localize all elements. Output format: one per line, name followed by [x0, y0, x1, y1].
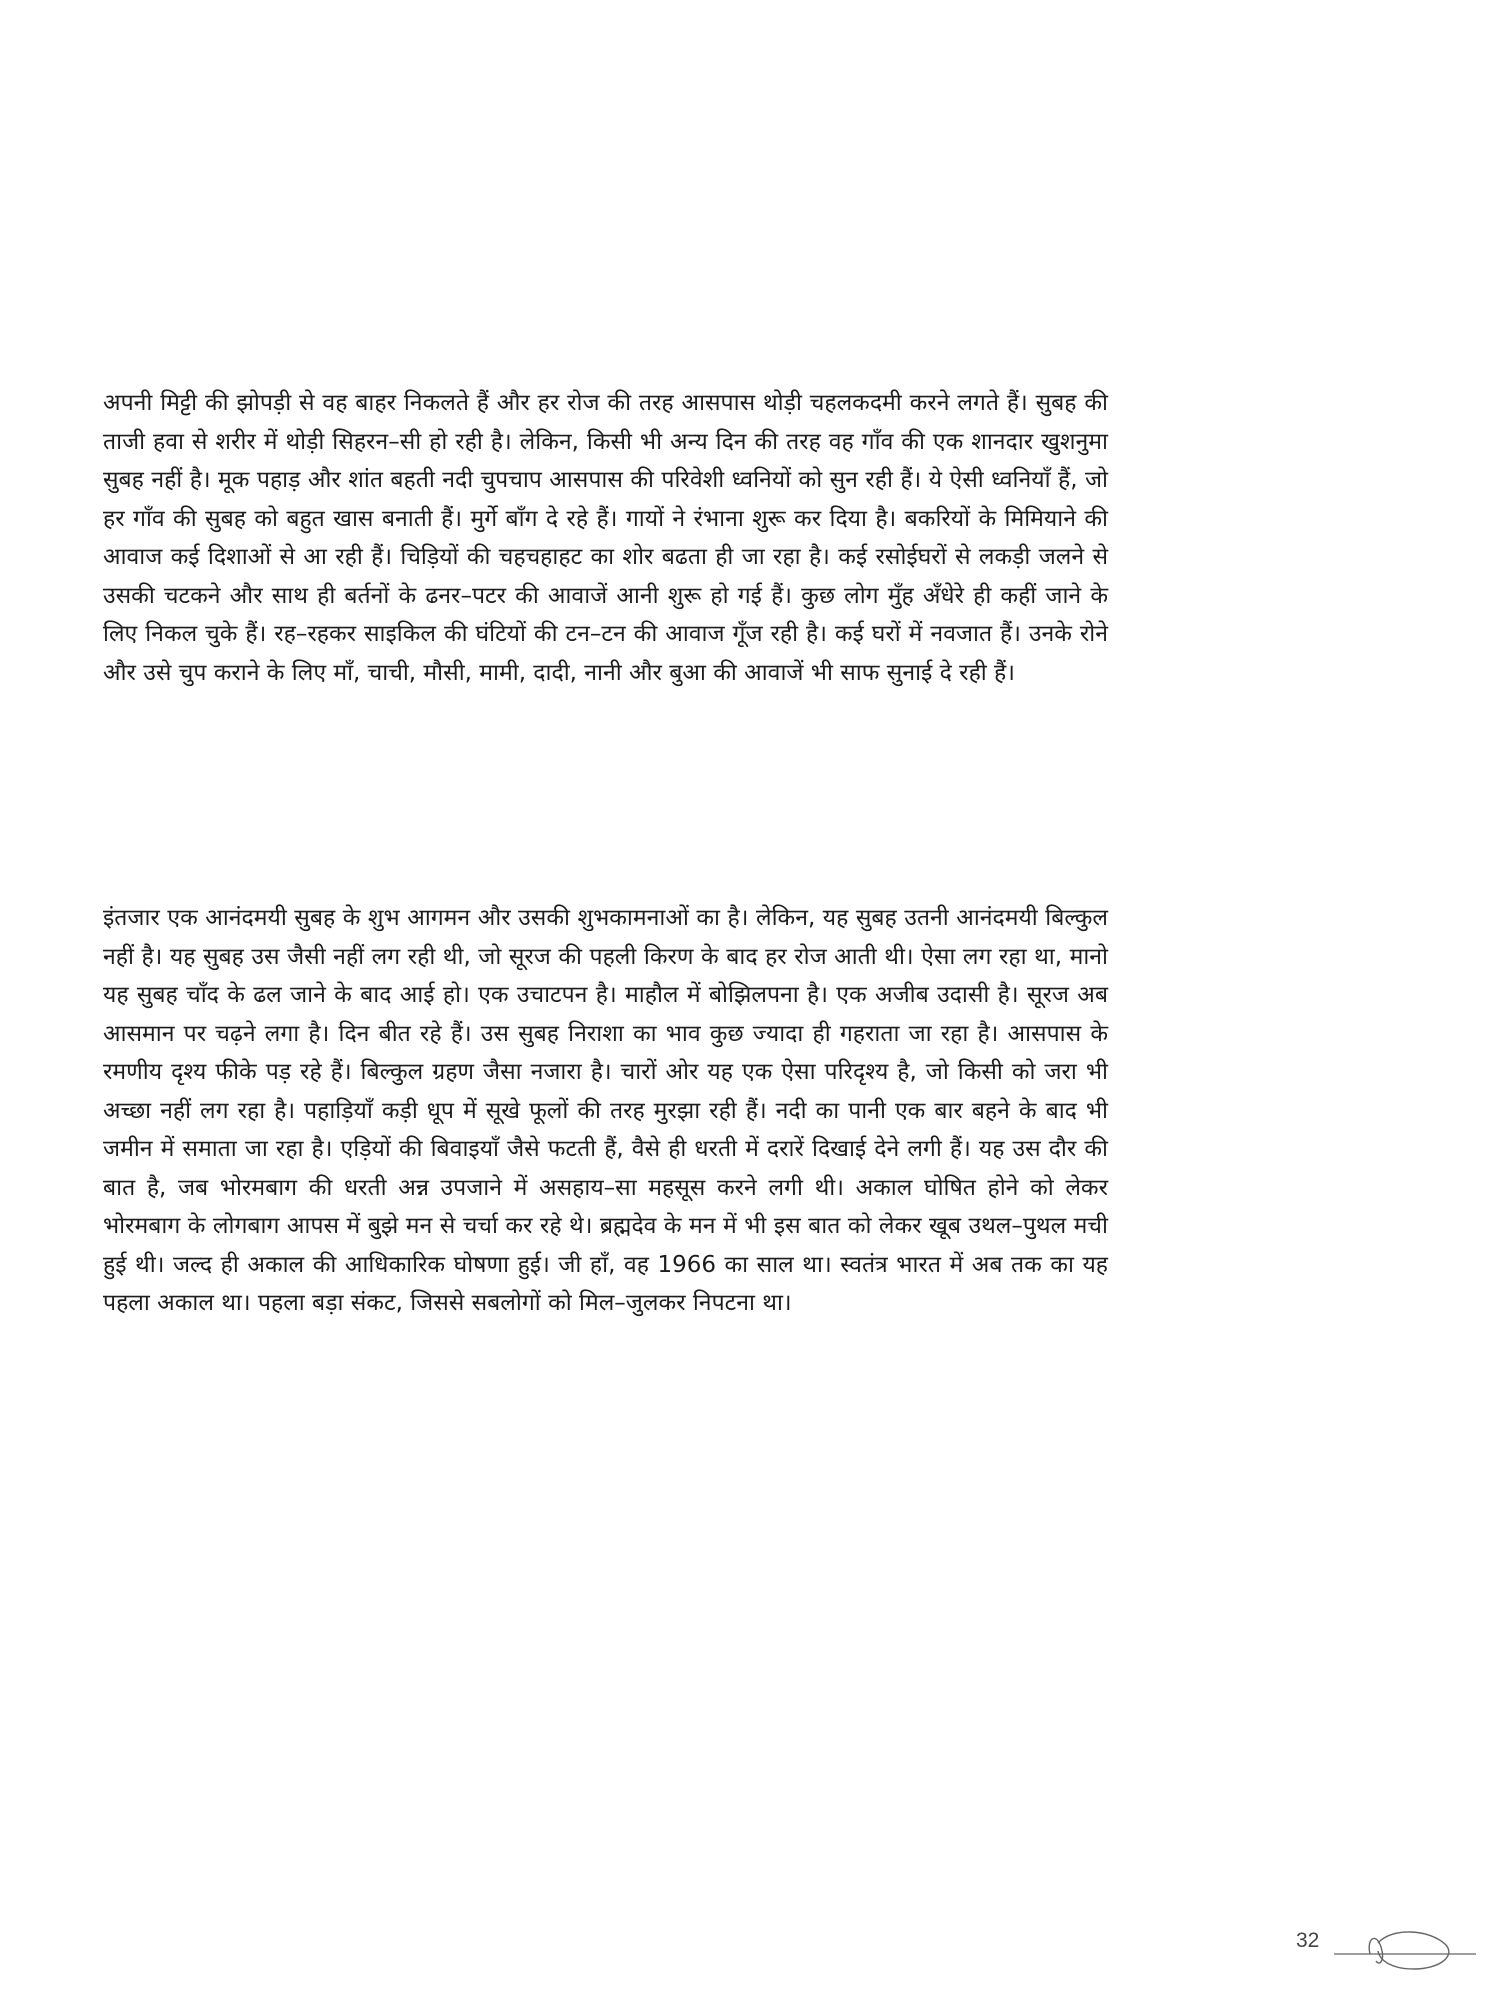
body-paragraph: इंतजार एक आनंदमयी सुबह के शुभ आगमन और उसकी शुभकामनाओं का है। लेकिन, यह सुबह उतनी आनंदमयी बिल्कुल नहीं है। यह सुबह उस जैसी नहीं लग रही थी, जो सूरज की पहली किरण के बाद हर रोज आती थी। ऐसा लग रहा था, मानो यह सुबह चाँद के ढल जाने के बाद आई हो। एक उचाटपन है। माहौल में बोझिलपना है। एक अजीब उदासी है। सूरज अब आसमान पर चढ़ने लगा है। दिन बीत रहे हैं। उस सुबह निराशा का भाव कुछ ज्यादा ही गहराता जा रहा है। आसपास के रमणीय दृश्य फीके पड़ रहे हैं। बिल्कुल ग्रहण जैसा नजारा है। चारों ओर यह एक ऐसा परिदृश्य है, जो किसी को जरा भी अच्छा नहीं लग रहा है। पहाड़ियाँ कड़ी धूप में सूखे फूलों की तरह मुरझा रही हैं। नदी का पानी एक बार बहने के बाद भी जमीन में समाता जा रहा है। एड़ियों की बिवाइयाँ जैसे फटती हैं, वैसे ही धरती में दरारें दिखाई देने लगी हैं। यह उस दौर की बात है, जब भोरमबाग की धरती अन्न उपजाने में असहाय–सा महसूस करने लगी थी। अकाल घोषित होने को लेकर भोरमबाग के लोगबाग आपस में बुझे मन से चर्चा कर रहे थे। ब्रह्मदेव के मन में भी इस बात को लेकर खूब उथल–पुथल मची हुई थी। जल्द ही अकाल की आधिकारिक घोषणा हुई। जी हाँ, वह 1966 का साल था। स्वतंत्र भारत में अब तक का यह पहला अकाल था। पहला बड़ा संकट, जिससे सबलोगों को मिल–जुलकर निपटना था।: [103, 905, 1108, 1316]
page-number: 32: [1296, 1929, 1320, 1952]
footer-ornament-icon: [1330, 1921, 1480, 1981]
body-paragraph: अपनी मिट्टी की झोपड़ी से वह बाहर निकलते हैं और हर रोज की तरह आसपास थोड़ी चहलकदमी करने लगते हैं। सुबह की ताजी हवा से शरीर में थोड़ी सिहरन–सी हो रही है। लेकिन, किसी भी अन्य दिन की तरह वह गाँव की एक शानदार खुशनुमा सुबह नहीं है। मूक पहाड़ और शांत बहती नदी चुपचाप आसपास की परिवेशी ध्वनियों को सुन रही हैं। ये ऐसी ध्वनियाँ हैं, जो हर गाँव की सुबह को बहुत खास बनाती हैं। मुर्गे बाँग दे रहे हैं। गायों ने रंभाना शुरू कर दिया है। बकरियों के मिमियाने की आवाज कई दिशाओं से आ रही हैं। चिड़ियों की चहचहाहट का शोर बढता ही जा रहा है। कई रसोईघरों से लकड़ी जलने से उसकी चटकने और साथ ही बर्तनों के ढनर–पटर की आवाजें आनी शुरू हो गई हैं। कुछ लोग मुँह अँधेरे ही कहीं जाने के लिए निकल चुके हैं। रह–रहकर साइकिल की घंटियों की टन–टन की आवाज गूँज रही है। कई घरों में नवजात हैं। उनके रोने और उसे चुप कराने के लिए माँ, चाची, मौसी, मामी, दादी, नानी और बुआ की आवाजें भी साफ सुनाई दे रही हैं।: [103, 390, 1108, 686]
